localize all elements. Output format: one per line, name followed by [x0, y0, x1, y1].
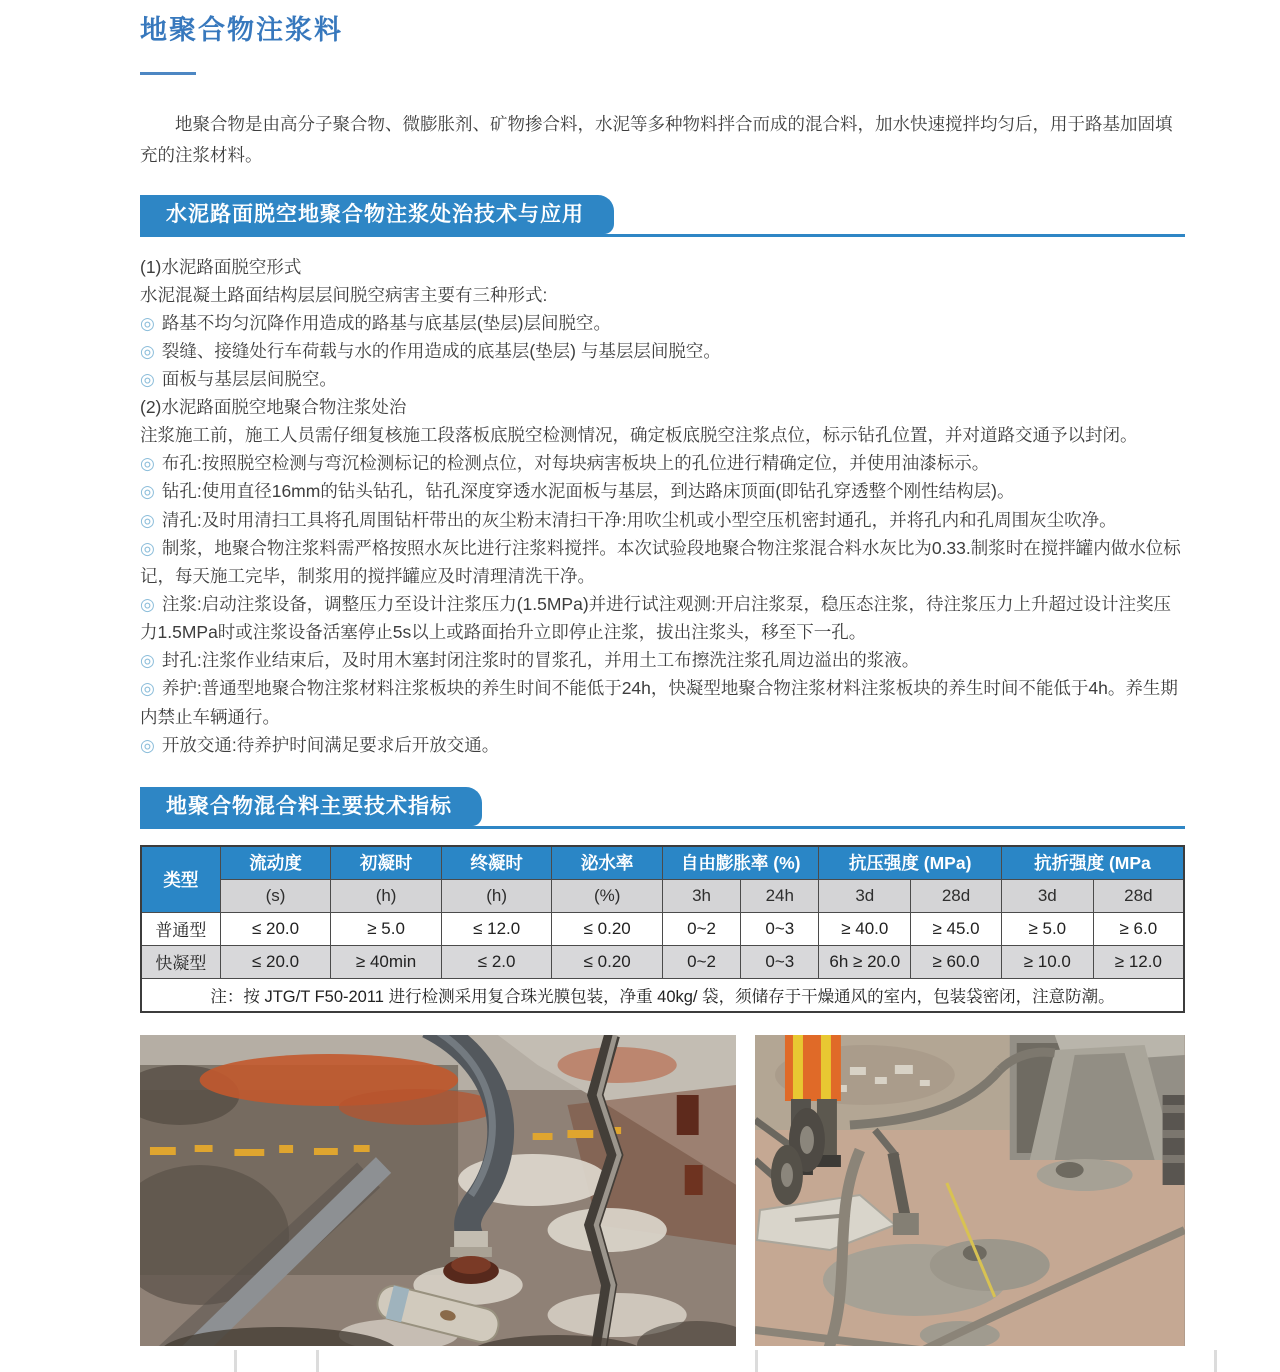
photo-grouting-site — [755, 1035, 1185, 1359]
list-item — [140, 534, 1185, 590]
list-item — [140, 309, 1185, 337]
col-header: 自由膨胀率 (%) — [662, 846, 818, 880]
bullet-icon: ◎ — [140, 510, 155, 530]
col-header: 初凝时 — [331, 846, 442, 880]
col-header: 终凝时 — [441, 846, 552, 880]
intro-paragraph: 地聚合物是由高分子聚合物、微膨胀剂、矿物掺合料，水泥等多种物料拌合而成的混合料，加水快速搅拌均匀后，用于路基加固填充的注浆材料。 — [140, 114, 1173, 166]
bullet-icon: ◎ — [140, 313, 155, 333]
list-item — [140, 674, 1185, 730]
table-header-row-2 — [141, 879, 1184, 912]
list-item-text: 钻孔:使用直径16mm的钻头钻孔，钻孔深度穿透水泥面板与基层，到达路床顶面(即钻孔穿透整个刚性结构层)。 — [161, 481, 1015, 502]
photo-row — [140, 1035, 1185, 1359]
cell: ≤ 0.20 — [552, 912, 663, 945]
cell: ≥ 5.0 — [1001, 912, 1093, 945]
cell: ≥ 40.0 — [819, 912, 911, 945]
cell: 6h ≥ 20.0 — [819, 945, 911, 978]
cell: ≤ 2.0 — [441, 945, 552, 978]
next-row-cut-hint — [0, 1346, 1280, 1372]
section2-heading: 地聚合物混合料主要技术指标 — [140, 787, 482, 826]
section1-banner-wrap — [140, 195, 1185, 237]
col-subheader: 24h — [741, 879, 819, 912]
title-underline-dash — [140, 72, 196, 75]
bullet-icon: ◎ — [140, 735, 155, 755]
col-header-type: 类型 — [141, 846, 220, 913]
cell: ≥ 12.0 — [1093, 945, 1184, 978]
row-type: 快凝型 — [141, 945, 220, 978]
col-subheader: 3d — [1001, 879, 1093, 912]
grouting-port-photo — [140, 1035, 736, 1359]
bullet-icon: ◎ — [140, 651, 155, 671]
cell: 0~2 — [662, 945, 740, 978]
col-header: 抗折强度 (MPa — [1001, 846, 1184, 880]
cell: ≥ 40min — [331, 945, 442, 978]
col-subheader: 3d — [819, 879, 911, 912]
list-item-text: 制浆，地聚合物注浆料需严格按照水灰比进行注浆料搅拌。本次试验段地聚合物注浆混合料水灰比为0.33.制浆时在搅拌罐内做水位标记，每天施工完毕，制浆用的搅拌罐应及时清理清洗干净。 — [140, 537, 1181, 586]
sub2-lead: 注浆施工前，施工人员需仔细复核施工段落板底脱空检测情况，确定板底脱空注浆点位，标示钻孔位置，并对道路交通予以封闭。 — [140, 425, 1138, 446]
cell: ≤ 0.20 — [552, 945, 663, 978]
list-item-text: 养护:普通型地聚合物注浆材料注浆板块的养生时间不能低于24h，快凝型地聚合物注浆材料注浆板块的养生时间不能低于4h。养生期内禁止车辆通行。 — [140, 678, 1178, 727]
bullet-icon: ◎ — [140, 679, 155, 699]
cell: 0~3 — [741, 945, 819, 978]
col-subheader: 28d — [1093, 879, 1184, 912]
list-item-text: 路基不均匀沉降作用造成的路基与底基层(垫层)层间脱空。 — [161, 312, 611, 333]
bullet-icon: ◎ — [140, 594, 155, 614]
bullet-icon: ◎ — [140, 538, 155, 558]
list-item-text: 裂缝、接缝处行车荷载与水的作用造成的底基层(垫层) 与基层层间脱空。 — [161, 340, 721, 361]
list-item-text: 注浆:启动注浆设备，调整压力至设计注浆压力(1.5MPa)并进行试注观测:开启注浆泵，稳压态注浆，待注浆压力上升超过设计注奖压力1.5MPa时或注浆设备活塞停止5s以上或路面抬升立即停止注浆，拔出注浆头，移至下一孔。 — [140, 593, 1172, 643]
section1-body — [140, 253, 1185, 759]
col-subheader: (h) — [441, 879, 552, 912]
spec-table — [140, 845, 1185, 1013]
bullet-icon: ◎ — [140, 482, 155, 502]
list-item — [140, 337, 1185, 365]
col-subheader: 28d — [911, 879, 1002, 912]
page-title: 地聚合物注浆料 — [140, 15, 343, 45]
col-header: 泌水率 — [552, 846, 663, 880]
photo-grouting-port — [140, 1035, 736, 1359]
row-type: 普通型 — [141, 912, 220, 945]
col-subheader: 3h — [662, 879, 740, 912]
col-subheader: (s) — [220, 879, 331, 912]
table-header-row-1 — [141, 846, 1184, 880]
section1-heading: 水泥路面脱空地聚合物注浆处治技术与应用 — [140, 195, 614, 234]
sub1-lead: 水泥混凝土路面结构层层间脱空病害主要有三种形式: — [140, 284, 548, 305]
cell: ≥ 45.0 — [911, 912, 1002, 945]
cell: ≥ 6.0 — [1093, 912, 1184, 945]
cell: ≥ 10.0 — [1001, 945, 1093, 978]
table-row — [141, 912, 1184, 945]
bullet-icon: ◎ — [140, 341, 155, 361]
list-item-text: 面板与基层层间脱空。 — [161, 369, 337, 390]
list-item-text: 清孔:及时用清扫工具将孔周围钻杆带出的灰尘粉末清扫干净:用吹尘机或小型空压机密封通孔，并将孔内和孔周围灰尘吹净。 — [161, 509, 1117, 530]
table-note-row — [141, 978, 1184, 1012]
list-item — [140, 506, 1185, 534]
bullet-icon: ◎ — [140, 370, 155, 390]
list-item — [140, 365, 1185, 393]
col-header: 流动度 — [220, 846, 331, 880]
col-subheader: (h) — [331, 879, 442, 912]
list-item — [140, 590, 1185, 646]
table-note: 注：按 JTG/T F50-2011 进行检测采用复合珠光膜包装，净重 40kg/ 袋，须储存于干燥通风的室内，包装袋密闭，注意防潮。 — [141, 978, 1184, 1012]
col-header: 抗压强度 (MPa) — [819, 846, 1002, 880]
cell: ≥ 60.0 — [911, 945, 1002, 978]
list-item-text: 布孔:按照脱空检测与弯沉检测标记的检测点位，对每块病害板块上的孔位进行精确定位，并使用油漆标示。 — [161, 453, 990, 474]
sub1-title: (1)水泥路面脱空形式 — [140, 256, 302, 277]
table-row — [141, 945, 1184, 978]
cell: ≥ 5.0 — [331, 912, 442, 945]
cell: ≤ 20.0 — [220, 912, 331, 945]
list-item — [140, 477, 1185, 505]
list-item-text: 封孔:注浆作业结束后，及时用木塞封闭注浆时的冒浆孔，并用土工布擦洗注浆孔周边溢出的浆液。 — [161, 650, 920, 671]
list-item — [140, 646, 1185, 674]
list-item-text: 开放交通:待养护时间满足要求后开放交通。 — [161, 734, 500, 755]
sub2-title: (2)水泥路面脱空地聚合物注浆处治 — [140, 397, 407, 418]
col-subheader: (%) — [552, 879, 663, 912]
cell: 0~2 — [662, 912, 740, 945]
list-item — [140, 449, 1185, 477]
bullet-icon: ◎ — [140, 454, 155, 474]
cell: ≤ 12.0 — [441, 912, 552, 945]
section2-banner-wrap — [140, 787, 1185, 829]
list-item — [140, 731, 1185, 759]
cell: 0~3 — [741, 912, 819, 945]
grouting-site-photo — [755, 1035, 1185, 1359]
cell: ≤ 20.0 — [220, 945, 331, 978]
